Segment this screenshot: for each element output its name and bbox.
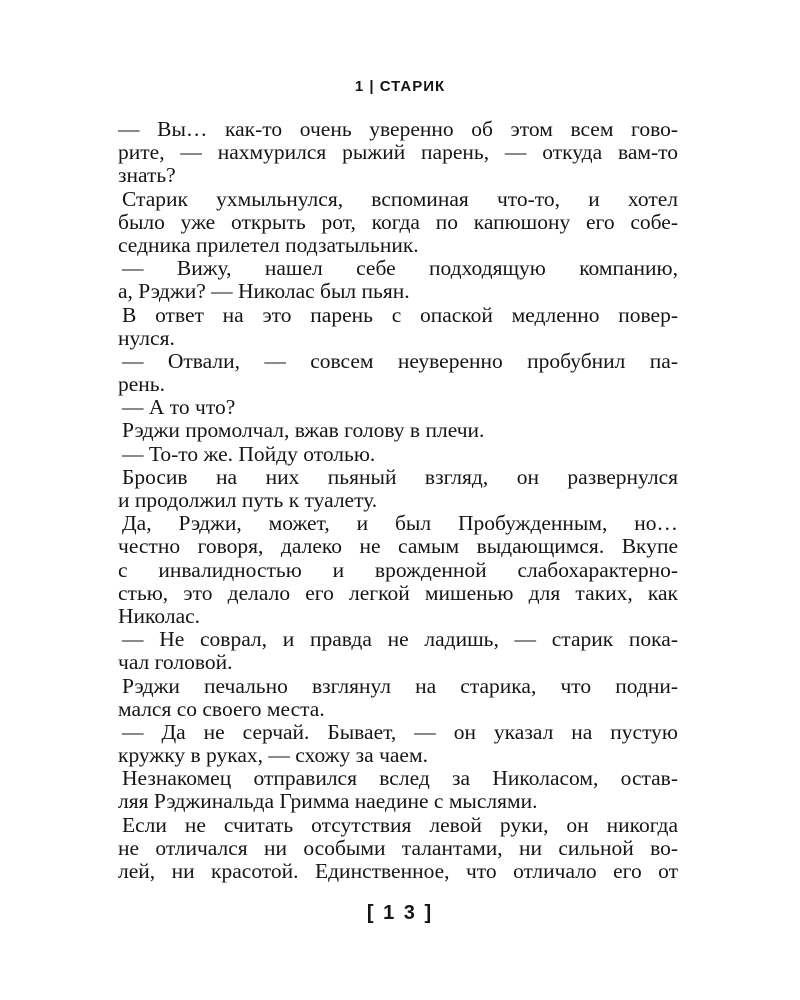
text-line: с инвалидностью и врожденной слабохарактерно-	[118, 558, 678, 582]
text-line: — То-то же. Пойду отолью.	[122, 442, 376, 466]
text-line: чал головой.	[118, 651, 233, 675]
text-line: нулся.	[118, 326, 175, 350]
text-line: Старик ухмыльнулся, вспоминая что-то, и хотел	[122, 187, 678, 211]
text-line: мался со своего места.	[118, 697, 325, 721]
text-line: рите, — нахмурился рыжий парень, — откуда вам-то	[118, 141, 678, 165]
text-line: Рэджи промолчал, вжав голову в плечи.	[122, 419, 485, 443]
text-line: — Отвали, — совсем неуверенно пробубнил па-	[122, 349, 678, 373]
text-line: а, Рэджи? — Николас был пьян.	[118, 280, 410, 304]
text-line: Незнакомец отправился вслед за Николасом, остав-	[122, 767, 678, 791]
text-line: ляя Рэджинальда Гримма наедине с мыслями.	[118, 790, 538, 814]
text-line: — А то что?	[122, 396, 236, 420]
text-line: кружку в руках, — схожу за чаем.	[118, 744, 428, 768]
text-line: честно говоря, далеко не самым выдающимся. Вкупе	[118, 535, 678, 559]
text-line: было уже открыть рот, когда по капюшону его собе-	[118, 210, 678, 234]
text-line: Да, Рэджи, может, и был Пробужденным, но…	[122, 512, 678, 536]
text-line: — Вижу, нашел себе подходящую компанию,	[122, 257, 678, 281]
text-line: и продолжил путь к туалету.	[118, 489, 378, 512]
text-line: — Вы… как-то очень уверенно об этом всем гово-	[118, 118, 678, 141]
text-line: — Не соврал, и правда не ладишь, — старик пока-	[122, 628, 678, 652]
text-line: знать?	[118, 164, 176, 188]
text-line: Бросив на них пьяный взгляд, он развернулся	[122, 465, 678, 489]
text-line: седника прилетел подзатыльник.	[118, 233, 419, 257]
text-line: — Да не серчай. Бывает, — он указал на пустую	[122, 720, 678, 744]
text-line: В ответ на это парень с опаской медленно повер-	[122, 303, 678, 327]
body-text	[118, 118, 678, 883]
running-head: 1 | СТАРИК	[354, 78, 446, 95]
text-line: не отличался ни особыми талантами, ни сильной во-	[118, 836, 678, 860]
text-line: Николас.	[118, 604, 201, 628]
text-line: стью, это делало его легкой мишенью для таких, как	[118, 581, 678, 605]
text-line: Рэджи печально взглянул на старика, что подни-	[122, 674, 678, 698]
text-line: лей, ни красотой. Единственное, что отличало его от	[118, 860, 678, 883]
text-line: рень.	[118, 373, 165, 397]
page-number: [ 1 3 ]	[366, 902, 434, 924]
text-line: Если не считать отсутствия левой руки, он никогда	[122, 813, 678, 837]
